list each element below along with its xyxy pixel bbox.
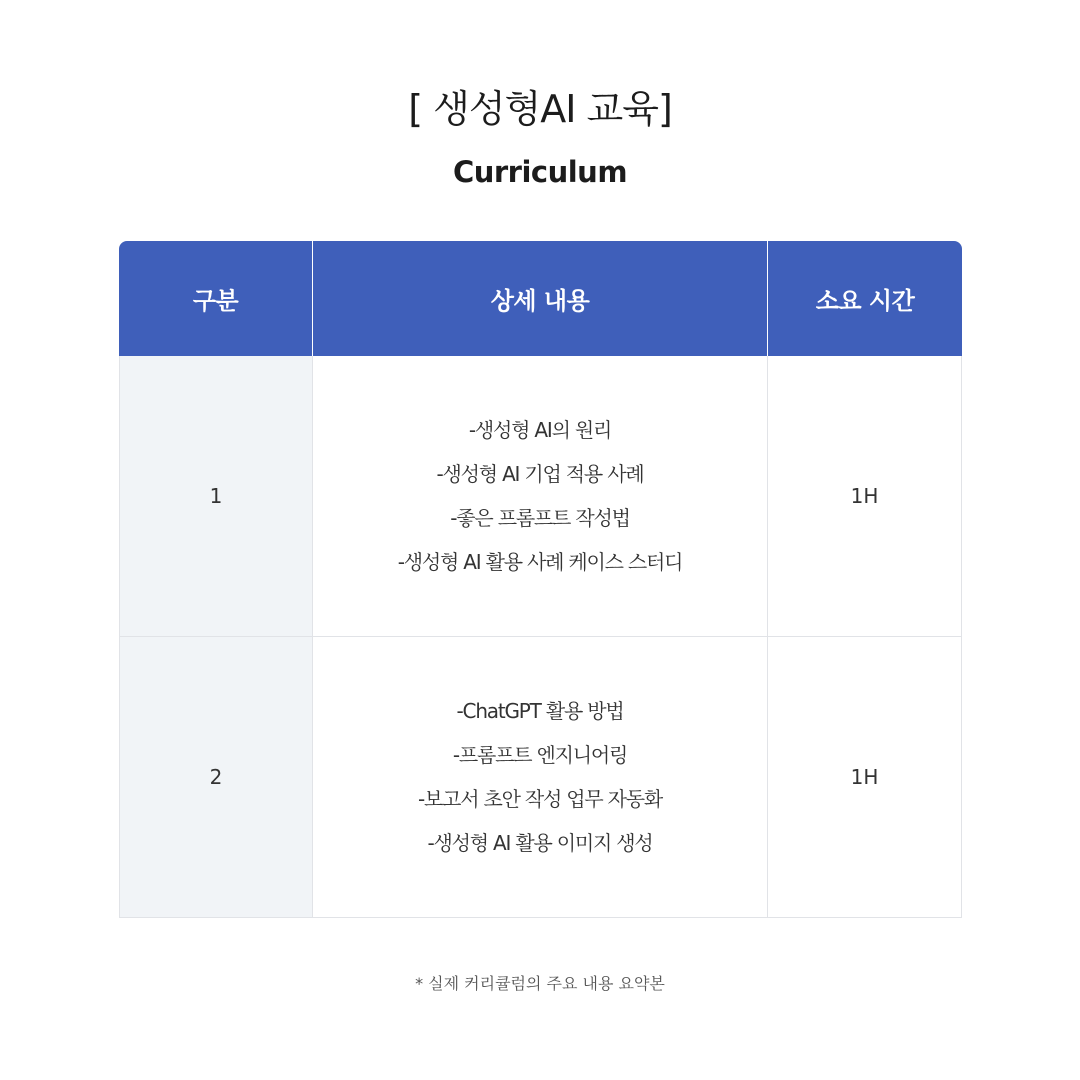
- table-row: [119, 637, 962, 918]
- details-cell: [313, 356, 768, 637]
- column-header-duration: 소요 시간: [768, 241, 962, 356]
- curriculum-table-container: [119, 241, 962, 918]
- table-row: [119, 356, 962, 637]
- detail-item: -좋은 프롬프트 작성법: [450, 506, 630, 530]
- page-subtitle: Curriculum: [452, 155, 628, 189]
- duration-cell: 1H: [768, 356, 962, 637]
- section-cell: 2: [119, 637, 313, 918]
- detail-item: -생성형 AI 활용 사례 케이스 스터디: [397, 550, 683, 574]
- detail-item: -생성형 AI 기업 적용 사례: [436, 462, 644, 486]
- details-cell: [313, 637, 768, 918]
- duration-cell: 1H: [768, 637, 962, 918]
- detail-list: [313, 689, 767, 865]
- table-header-row: [119, 241, 962, 356]
- detail-item: -ChatGPT 활용 방법: [456, 699, 624, 723]
- detail-list: [313, 408, 767, 584]
- curriculum-table: [119, 241, 962, 918]
- table-body: [119, 356, 962, 918]
- column-header-details: 상세 내용: [313, 241, 768, 356]
- detail-item: -보고서 초안 작성 업무 자동화: [417, 787, 663, 811]
- detail-item: -프롬프트 엔지니어링: [452, 743, 628, 767]
- section-cell: 1: [119, 356, 313, 637]
- footnote: * 실제 커리큘럼의 주요 내용 요약본: [415, 974, 665, 993]
- column-header-section: 구분: [119, 241, 313, 356]
- detail-item: -생성형 AI 활용 이미지 생성: [427, 831, 653, 855]
- page-title: [ 생성형AI 교육]: [408, 87, 672, 131]
- table-header: [119, 241, 962, 356]
- detail-item: -생성형 AI의 원리: [468, 418, 612, 442]
